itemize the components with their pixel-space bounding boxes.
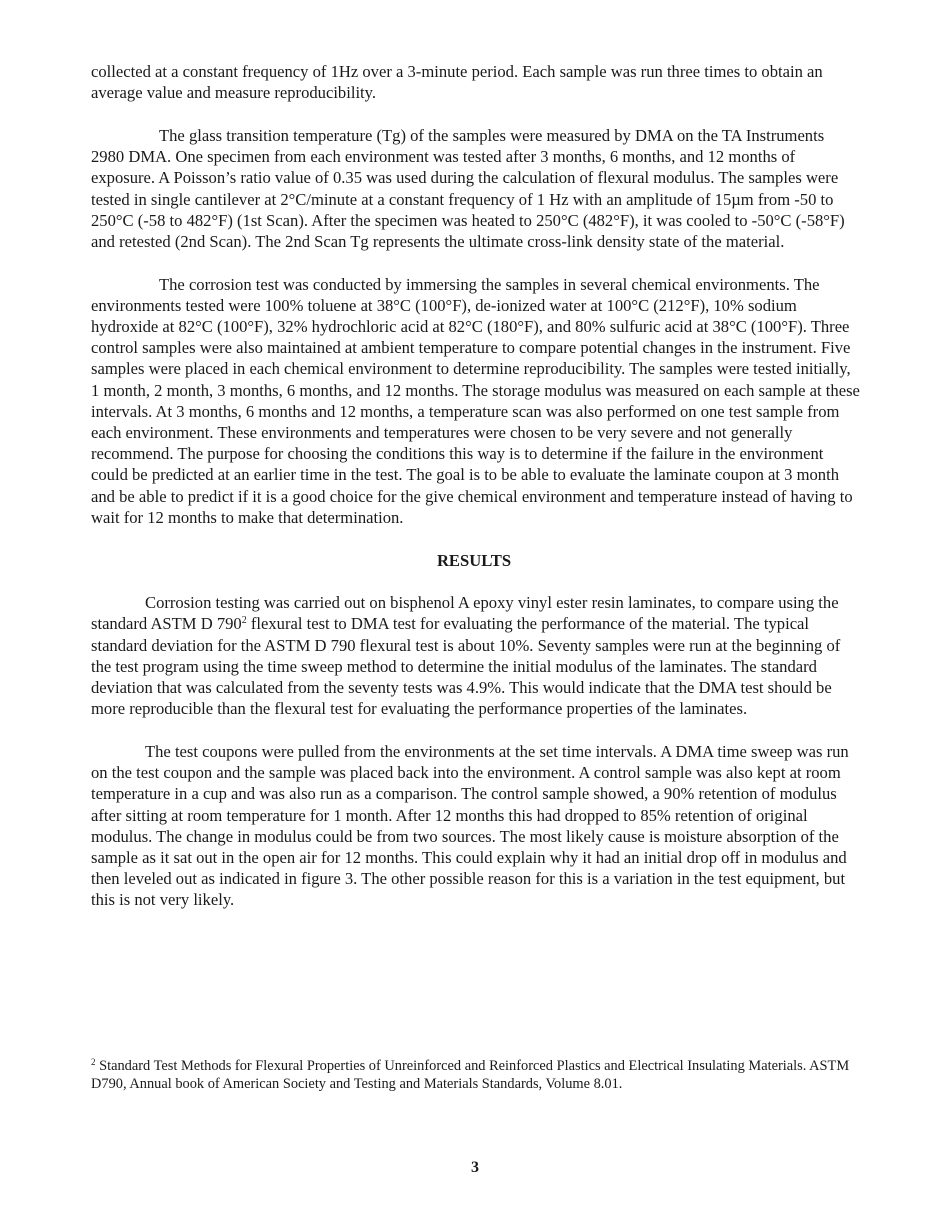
footnote-reference: 2 bbox=[241, 615, 247, 627]
paragraph-corrosion-test: The corrosion test was conducted by immersing the samples in several chemical environments. The environments tested were 100% toluene at 38°C (100°F), de-ionized water at 100°C (212°F), 10% sodium hydroxide at 82°C (100°F), 32% hydrochloric acid at 82°C (180°F), and 80% sulfuric acid at 38°C (100°F). Three control samples were also maintained at ambient temperature to compare potential changes in the instrument. Five samples were placed in each chemical environment to determine reproducibility. The samples were tested initially, 1 month, 2 month, 3 months, 6 months, and 12 months. The storage modulus was measured on each sample at these intervals. At 3 months, 6 months and 12 months, a temperature scan was also performed on one test sample from each environment. These environments and temperatures were chosen to be very severe and not generally recommend. The purpose for choosing the conditions this way is to determine if the failure in the environment could be predicted at an earlier time in the test. The goal is to be able to evaluate the laminate coupon at 3 month and be able to predict if it is a good choice for the give chemical environment and temperature instead of having to wait for 12 months to make that determination. bbox=[91, 274, 860, 527]
footnote-marker: 2 bbox=[91, 1057, 96, 1067]
section-heading-results: RESULTS bbox=[436, 550, 512, 570]
results-intro-text: Corrosion testing was carried out on bisphenol A epoxy vinyl ester resin laminates, to compare using the standard ASTM D 790 bbox=[91, 593, 839, 634]
paragraph-continuation: collected at a constant frequency of 1Hz over a 3-minute period. Each sample was run three times to obtain an average value and measure reproducibility. bbox=[91, 62, 823, 103]
results-intro-text-cont: flexural test to DMA test for evaluating the performance of the material. The typical standard deviation for the ASTM D 790 flexural test is about 10%. Seventy samples were run at the beginning of the test program using the time sweep method to determine the initial modulus of the laminates. The standard deviation that was calculated from the seventy tests was 4.9%. This would indicate that the DMA test should be more reproducible than the flexural test for evaluating the performance properties of the laminates. bbox=[91, 614, 841, 719]
page-body bbox=[91, 61, 861, 911]
footnote bbox=[91, 1057, 881, 1093]
footnote-text: Standard Test Methods for Flexural Properties of Unreinforced and Reinforced Plastics and Electrical Insulating Materials. ASTM D790, Annual book of American Society and Testing and Materials Standards, Volume 8.01. bbox=[91, 1058, 850, 1092]
paragraph-glass-transition: The glass transition temperature (Tg) of the samples were measured by DMA on the TA Instruments 2980 DMA. One specimen from each environment was tested after 3 months, 6 months, and 12 months of exposure. A Poisson’s ratio value of 0.35 was used during the calculation of flexural modulus. The samples were tested in single cantilever at 2°C/minute at a constant frequency of 1 Hz with an amplitude of 15µm from -50 to 250°C (-58 to 482°F) (1st Scan). After the specimen was heated to 250°C (482°F), it was cooled to -50°C (-58°F) and retested (2nd Scan). The 2nd Scan Tg represents the ultimate cross-link density state of the material. bbox=[91, 125, 845, 251]
page-number: 3 bbox=[471, 1159, 479, 1176]
paragraph-results-intro bbox=[91, 592, 861, 719]
paragraph-test-coupons: The test coupons were pulled from the environments at the set time intervals. A DMA time sweep was run on the test coupon and the sample was placed back into the environment. A control sample was also kept at room temperature in a cup and was also run as a comparison. The control sample showed, a 90% retention of modulus after sitting at room temperature for 1 month. After 12 months this had dropped to 85% retention of original modulus. The change in modulus could be from two sources. The most likely cause is moisture absorption of the sample as it sat out in the open air for 12 months. This could explain why it had an initial drop off in modulus and then leveled out as indicated in figure 3. The other possible reason for this is a variation in the test equipment, but this is not very likely. bbox=[91, 741, 849, 910]
